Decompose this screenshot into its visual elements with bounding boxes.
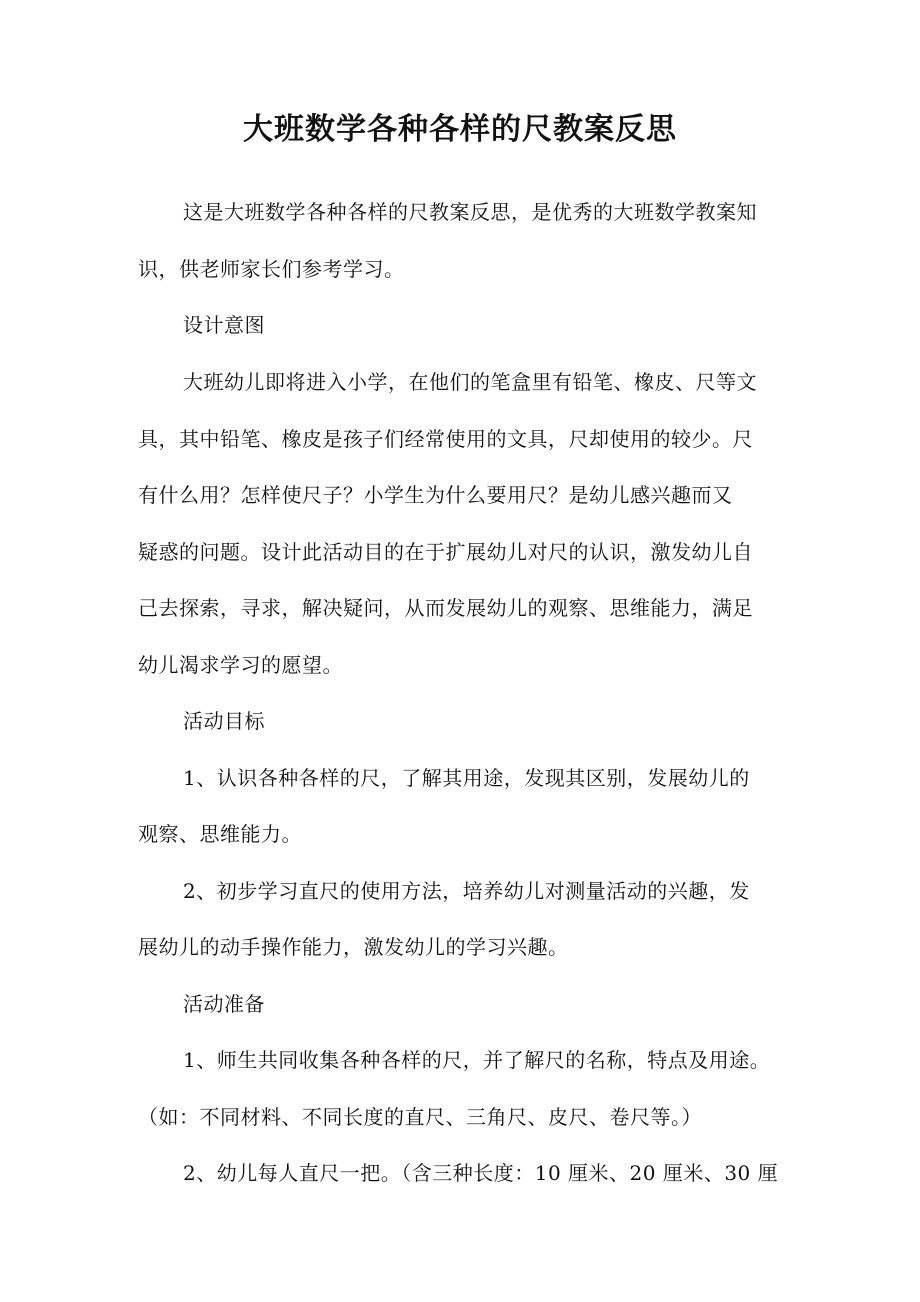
paragraph-line: 大班幼儿即将进入小学，在他们的笔盒里有铅笔、橡皮、尺等文 — [183, 370, 757, 394]
paragraph-line: 1、认识各种各样的尺，了解其用途，发现其区别，发展幼儿的 — [183, 766, 750, 790]
paragraph-line: 2、幼儿每人直尺一把。（含三种长度：10 厘米、20 厘米、30 厘 — [183, 1161, 779, 1185]
paragraph-line: 疑惑的问题。设计此活动目的在于扩展幼儿对尺的认识，激发幼儿自 — [138, 540, 753, 564]
paragraph-line: 展幼儿的动手操作能力，激发幼儿的学习兴趣。 — [138, 935, 569, 959]
paragraph-line: 观察、思维能力。 — [138, 822, 302, 846]
paragraph-line: 己去探索，寻求，解决疑问，从而发展幼儿的观察、思维能力，满足 — [138, 596, 753, 620]
section-heading: 活动目标 — [183, 709, 265, 733]
paragraph-line: 具，其中铅笔、橡皮是孩子们经常使用的文具，尺却使用的较少。尺 — [138, 427, 753, 451]
section-heading: 活动准备 — [183, 992, 265, 1016]
section-heading: 设计意图 — [183, 313, 265, 337]
paragraph-line: （如：不同材料、不同长度的直尺、三角尺、皮尺、卷尺等。） — [138, 1105, 702, 1129]
paragraph-line: 这是大班数学各种各样的尺教案反思，是优秀的大班数学教案知 — [183, 200, 757, 224]
paragraph-line: 1、师生共同收集各种各样的尺，并了解尺的名称，特点及用途。 — [183, 1048, 771, 1072]
document-title: 大班数学各种各样的尺教案反思 — [243, 112, 677, 147]
paragraph-line: 2、初步学习直尺的使用方法，培养幼儿对测量活动的兴趣，发 — [183, 879, 750, 903]
paragraph-line: 有什么用？怎样使尺子？小学生为什么要用尺？是幼儿感兴趣而又 — [138, 483, 733, 507]
paragraph-line: 幼儿渴求学习的愿望。 — [138, 653, 343, 677]
paragraph-line: 识，供老师家长们参考学习。 — [138, 257, 405, 281]
